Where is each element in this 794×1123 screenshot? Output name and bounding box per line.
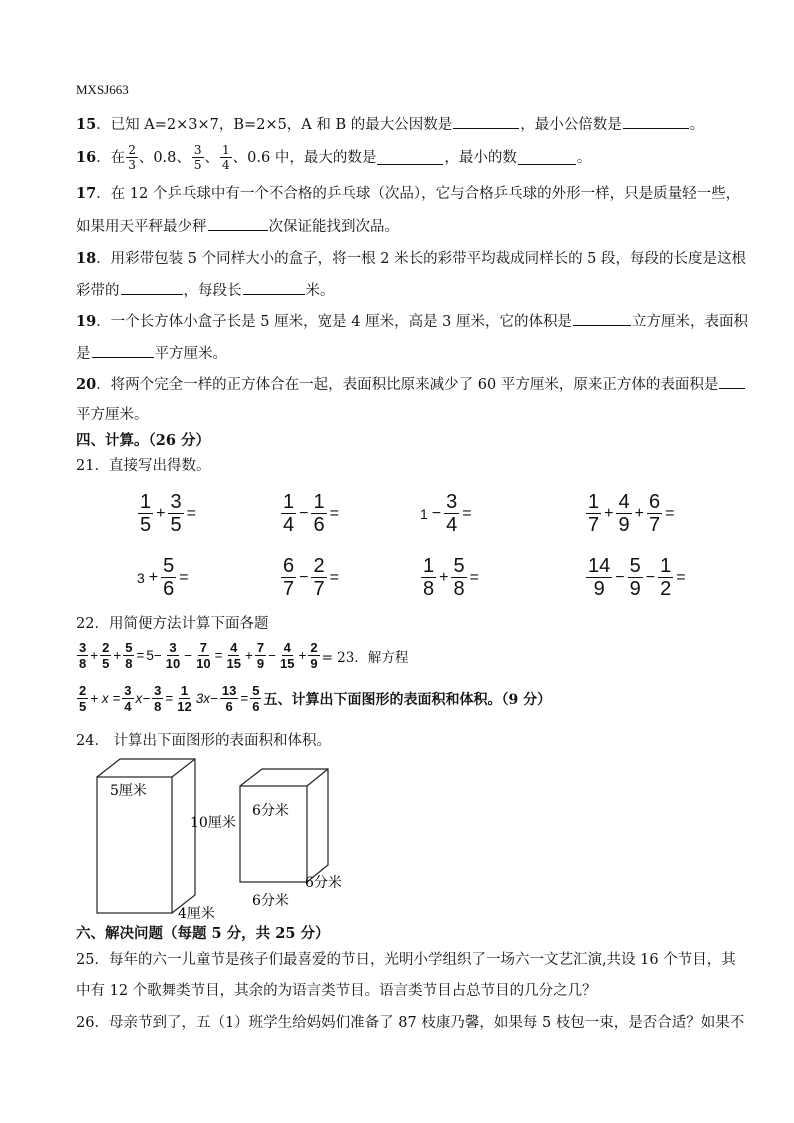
question-text: 平方厘米。 [154, 346, 227, 362]
question-text: 。 [576, 149, 592, 166]
fraction: $\frac{1}{12}$ [177, 683, 192, 714]
question-17 [76, 184, 740, 204]
question-16 [76, 144, 591, 171]
fraction: $\frac{6}{7}$ [648, 491, 661, 536]
fraction: $\frac{7}{10}$ [196, 640, 211, 671]
question-26: 26．母亲节到了，五（1）班学生给妈妈们准备了 87 枝康乃馨，如果每 5 枝包一束，是否合适？如果不 [76, 1015, 745, 1031]
fraction: $\frac{7}{9}$ [256, 640, 265, 671]
question-text: ，每段长 [183, 283, 242, 299]
fraction: $\frac{1}{4}$ [222, 143, 230, 172]
question-text: 次保证能找到次品。 [268, 219, 399, 235]
fraction: $\frac{13}{6}$ [221, 683, 237, 714]
fraction: $\frac{3}{4}$ [124, 683, 132, 714]
question-20 [76, 374, 746, 395]
fraction: $\frac{2}{3}$ [128, 143, 136, 172]
question-text: 如果用天平秤最少秤 [76, 219, 207, 235]
answer-blank[interactable] [208, 216, 268, 231]
answer-blank[interactable] [623, 114, 689, 129]
fraction: $\frac{1}{8}$ [423, 555, 435, 600]
calculation-item: 1 − $\frac{3}{4}$ = [420, 491, 472, 536]
question-text: 。 [689, 117, 705, 133]
question-24-title: 24． 计算出下面图形的表面积和体积。 [76, 733, 332, 749]
cube-right-label: 6分米 [305, 875, 342, 891]
answer-blank[interactable] [377, 150, 443, 165]
question-text: 、 [204, 149, 220, 166]
question-25: 25．每年的六一儿童节是孩子们最喜爱的节日，光明小学组织了一场六一文艺汇演,共设 16 个节目，其 [76, 952, 736, 968]
fraction: $\frac{1}{7}$ [588, 491, 600, 536]
cube-bottom-label: 6分米 [252, 893, 289, 909]
question-text: ，最小公倍数是 [520, 117, 622, 133]
question-text: 是 [76, 346, 91, 362]
fraction: $\frac{1}{2}$ [660, 555, 672, 600]
answer-blank[interactable] [453, 114, 519, 129]
question-text: 、0.6 中，最大的数是 [232, 149, 377, 166]
question-18-line2 [76, 280, 335, 301]
fraction: $\frac{2}{9}$ [310, 640, 318, 671]
question-text: 彩带的 [76, 283, 120, 299]
fraction: $\frac{4}{15}$ [226, 640, 241, 671]
question-number: 20 [76, 376, 97, 393]
fraction: $\frac{5}{8}$ [125, 640, 133, 671]
question-20-line2 [76, 405, 149, 425]
fraction: $\frac{4}{15}$ [279, 640, 295, 671]
question-19 [76, 311, 748, 332]
fraction: $\frac{6}{7}$ [283, 555, 295, 600]
document-code: MXSJ663 [76, 82, 129, 97]
answer-blank[interactable] [518, 150, 576, 165]
question-text: ．在 [96, 149, 126, 166]
section-heading: 六、解决问题（每题 5 分，共 25 分） [76, 925, 330, 942]
answer-blank[interactable] [121, 280, 183, 295]
question-number: 15 [76, 116, 97, 133]
fraction: $\frac{4}{9}$ [618, 491, 630, 536]
fraction: $\frac{2}{5}$ [102, 640, 110, 671]
question-18 [76, 249, 746, 269]
fraction: $\frac{5}{8}$ [453, 555, 465, 600]
section-heading: 五、计算出下面图形的表面积和体积。（9 分） [263, 691, 552, 708]
question-25-line2: 中有 12 个歌舞类节目，其余的为语言类节目。语言类节目占总节目的几分之几？ [76, 983, 597, 999]
question-number: 17 [76, 185, 97, 202]
section-heading: 四、计算。（26 分） [76, 432, 210, 449]
calculation-item: $\frac{1}{5}$ + $\frac{3}{5}$ = [140, 491, 196, 536]
cuboid-top-label: 5厘米 [110, 783, 147, 799]
question-text: 米。 [305, 283, 335, 299]
cuboid-height-label: 10厘米 [190, 815, 236, 831]
question-21-title: 21．直接写出得数。 [76, 458, 211, 474]
question-22-title: 22．用简便方法计算下面各题 [76, 616, 269, 632]
simplify-equation-line: $\frac{3}{8}$ + $\frac{2}{5}$ + $\frac{5}{8}$ = 5− $\frac{3}{10}$ − $\frac{7}{10}$ = $\frac{4}{15}$ + $\frac{7}{9}$ − $\frac{4}{15}$ + $\frac{2}{9}$ = 23．解方程 [79, 640, 409, 671]
cube-figure [240, 769, 328, 882]
question-19-line2 [76, 343, 227, 364]
cuboid-bottom-label: 4厘米 [178, 906, 215, 922]
question-number: 18 [76, 250, 97, 267]
cube-top-label: 6分米 [252, 803, 289, 819]
calculation-item: $\frac{1}{8}$ + $\frac{5}{8}$ = [423, 555, 479, 600]
question-text: ，最小的数 [444, 149, 517, 166]
answer-blank[interactable] [243, 280, 305, 295]
solid-figures [80, 755, 350, 925]
answer-blank[interactable] [92, 343, 154, 358]
question-text: ．用彩带包装 5 个同样大小的盒子，将一根 2 米长的彩带平均裁成同样长的 5 段，每段的长度是这根 [96, 251, 747, 267]
fraction: $\frac{14}{9}$ [588, 555, 611, 600]
fraction: $\frac{5}{6}$ [163, 555, 175, 600]
fraction: $\frac{5}{9}$ [629, 555, 641, 600]
fraction: $\frac{1}{5}$ [140, 491, 152, 536]
question-number: 16 [76, 148, 97, 166]
fraction: $\frac{3}{8}$ [154, 683, 162, 714]
question-15 [76, 114, 704, 135]
calculation-item: $\frac{1}{7}$ + $\frac{4}{9}$ + $\frac{6}{7}$ = [588, 491, 675, 536]
fraction: $\frac{2}{7}$ [313, 555, 325, 600]
question-text: 立方厘米，表面积 [632, 314, 749, 330]
fraction: $\frac{2}{5}$ [79, 683, 87, 714]
fraction: $\frac{5}{6}$ [252, 683, 260, 714]
fraction: $\frac{3}{5}$ [170, 491, 182, 536]
question-text: ．将两个完全一样的正方体合在一起，表面积比原来减少了 60 平方厘米，原来正方体的表面积是 [96, 377, 719, 393]
fraction: $\frac{3}{5}$ [193, 143, 202, 172]
answer-blank[interactable] [719, 374, 745, 389]
calculation-item: $\frac{1}{4}$ − $\frac{1}{6}$ = [283, 491, 339, 536]
question-text: ．已知 A=2×3×7，B=2×5，A 和 B 的最大公因数是 [96, 117, 453, 133]
question-text: 平方厘米。 [76, 407, 149, 423]
answer-blank[interactable] [573, 311, 631, 326]
question-number: 19 [76, 313, 97, 330]
calculation-item: $\frac{14}{9}$ − $\frac{5}{9}$ − $\frac{1}{2}$ = [588, 555, 686, 600]
question-17-line2 [76, 216, 399, 237]
question-text: 、0.8、 [138, 149, 191, 166]
fraction: $\frac{1}{4}$ [283, 491, 295, 536]
equation-line: $\frac{2}{5}$ + x = $\frac{3}{4}$ x− $\frac{3}{8}$ = $\frac{1}{12}$ 3x− $\frac{13}{6}$ = $\frac{5}{6}$ 五、计算出下面图形的表面积和体积。（9 分） [79, 683, 552, 714]
fraction: $\frac{3}{4}$ [446, 491, 458, 536]
fraction: $\frac{3}{10}$ [165, 640, 181, 671]
calculation-item: 3 + $\frac{5}{6}$ = [137, 555, 189, 600]
question-text: ．一个长方体小盒子长是 5 厘米，宽是 4 厘米，高是 3 厘米，它的体积是 [96, 314, 573, 330]
fraction: $\frac{3}{8}$ [79, 640, 87, 671]
calculation-item: $\frac{6}{7}$ − $\frac{2}{7}$ = [283, 555, 339, 600]
question-text: ．在 12 个乒乓球中有一个不合格的乒乓球（次品），它与合格乒乓球的外形一样，只是质量轻一些， [96, 186, 741, 202]
fraction: $\frac{1}{6}$ [313, 491, 325, 536]
